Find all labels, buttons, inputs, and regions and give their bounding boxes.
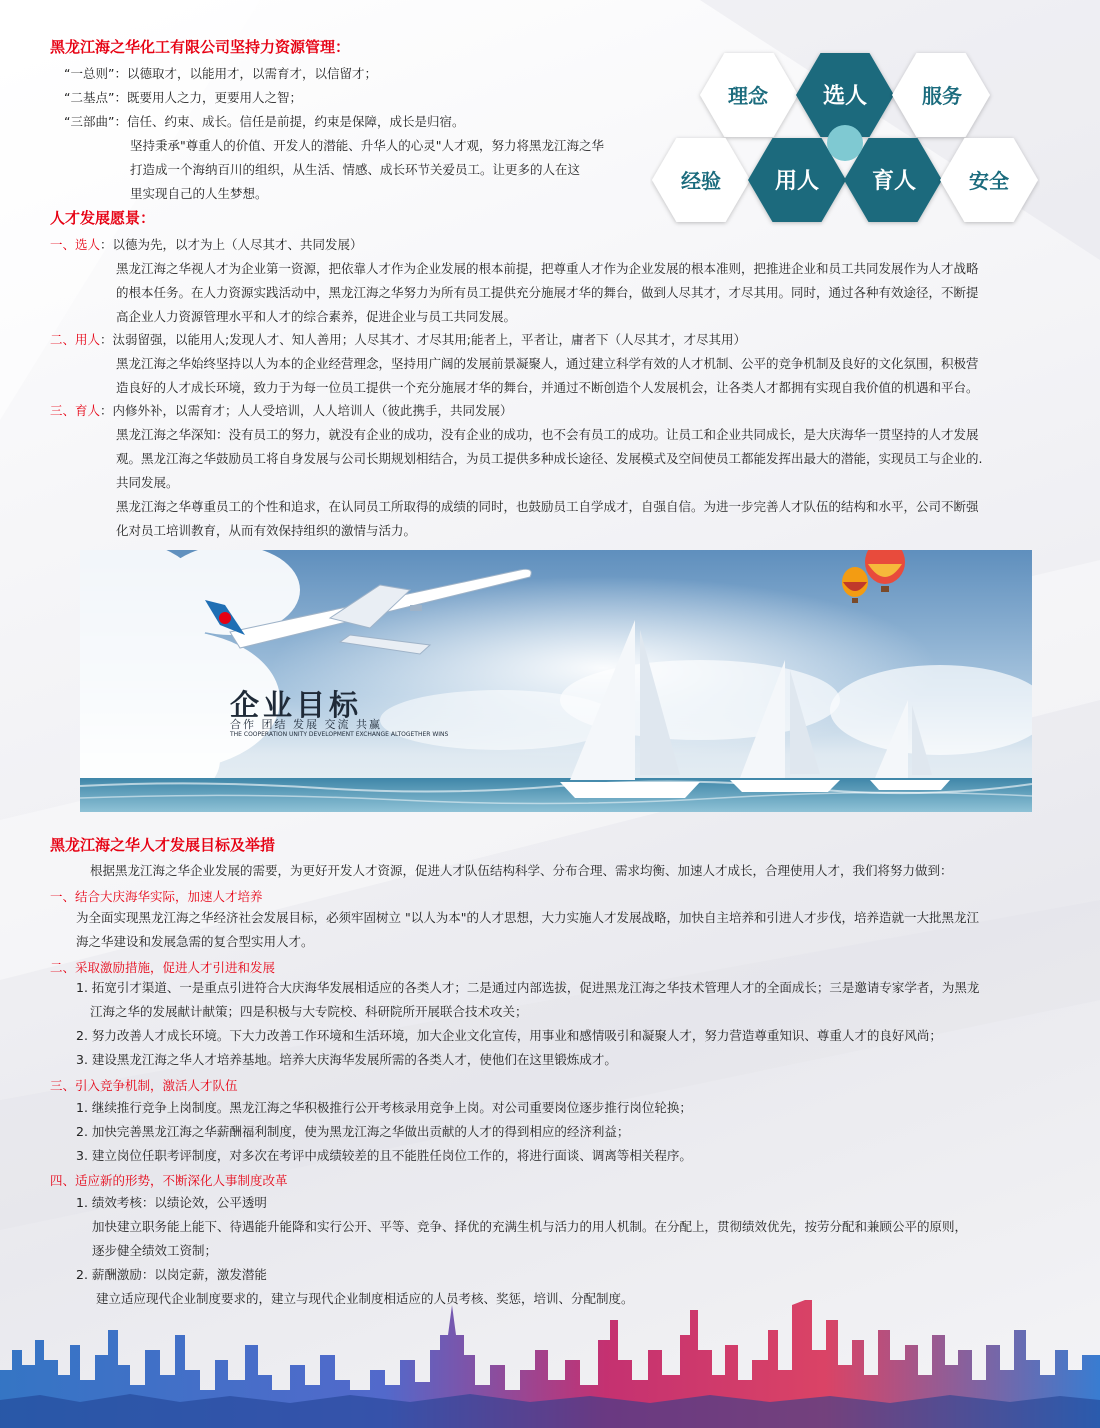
hex-label-safety: 安全 <box>969 169 1009 193</box>
header-title: 黑龙江海之华化工有限公司坚持力资源管理： <box>50 38 351 56</box>
goals-s4-item-head: 1. 绩效考核：以绩论效，公平透明 <box>76 1195 267 1210</box>
hex-bottom-left <box>652 138 750 222</box>
banner-title: 企业目标 <box>230 688 363 722</box>
banner-image <box>80 550 1032 812</box>
vision-para-line: 高企业人力资源管理水平和人才的综合素养，促进企业与员工共同发展。 <box>116 309 517 324</box>
vision-para-line: 黑龙江海之华视人才为企业第一资源，把依靠人才作为企业发展的根本前提，把尊重人才作为企业发展的根本准则，把推进企业和员工共同发展作为人才战略 <box>116 261 979 276</box>
principle-text-1: ：以德取才，以能用才，以需育才，以信留才； <box>114 66 377 81</box>
vision-para-line: 黑龙江海之华深知：没有员工的努力，就没有企业的成功，没有企业的成功，也不会有员工的成功。让员工和企业共同成长，是大庆海华一贯坚持的人才发展 <box>116 427 979 442</box>
vision-para-line: 黑龙江海之华尊重员工的个性和追求，在认同员工所取得的成绩的同时，也鼓励员工自学成才，自强自信。为进一步完善人才队伍的结构和水平，公司不断强 <box>116 499 979 514</box>
hex-top-right <box>892 53 990 137</box>
goals-section-4-title: 四、适应新的形势，不断深化人事制度改革 <box>50 1173 288 1188</box>
hex-label-cultivate: 育人 <box>871 169 917 194</box>
vision-item-employ-head <box>50 328 746 352</box>
hex-top-left <box>700 53 798 137</box>
goals-s4-item-head: 2. 薪酬激励：以岗定薪，激发潜能 <box>76 1267 267 1282</box>
hex-label-select: 选人 <box>822 84 868 109</box>
vision-title: 人才发展愿景： <box>50 209 156 227</box>
hex-label-employ: 用人 <box>774 169 820 194</box>
goals-section-2-title: 二、采取激励措施，促进人才引进和发展 <box>50 960 276 975</box>
principle-line-3 <box>64 110 464 134</box>
city-skyline <box>0 1290 1100 1428</box>
hex-label-concept: 理念 <box>728 84 768 108</box>
hex-center-dot <box>827 125 863 161</box>
vision-para-line: 造良好的人才成长环境，致力于为每一位员工提供一个充分施展才华的舞台，并通过不断创造个人发展机会，让各类人才都拥有实现自我价值的机遇和平台。 <box>116 380 979 395</box>
goals-s3-item: 1. 继续推行竞争上岗制度。黑龙江海之华积极推行公开考核录用竞争上岗。对公司重要岗位逐步推行岗位轮换； <box>76 1100 692 1115</box>
vision-para-line: 化对员工培训教育，从而有效保持组织的激情与活力。 <box>116 523 417 538</box>
goals-section-1-title: 一、结合大庆海华实际，加速人才培养 <box>50 889 263 904</box>
vision-item-head: ：内修外补，以需育才；人人受培训，人人培训人（彼此携手，共同发展） <box>100 403 513 418</box>
goals-s4-line: 加快建立职务能上能下、待遇能升能降和实行公开、平等、竞争、择优的充满生机与活力的用人机制。在分配上，贯彻绩效优先，按劳分配和兼顾公平的原则， <box>92 1219 968 1234</box>
principle-text-3: ：信任、约束、成长。信任是前提，约束是保障，成长是归宿。 <box>114 114 465 129</box>
header-paragraph-line: 打造成一个海纳百川的组织，从生活、情感、成长环节关爱员工。让更多的人在这 <box>130 162 581 177</box>
goals-s1-line: 为全面实现黑龙江海之华经济社会发展目标，必须牢固树立 "以人为本"的人才思想，大力实施人才发展战略，加快自主培养和引进人才步伐，培养造就一大批黑龙江 <box>76 910 979 925</box>
vision-item-label: 一、选人 <box>50 237 101 252</box>
goals-s4-line: 逐步健全绩效工资制； <box>92 1243 218 1258</box>
goals-section-3-title: 三、引入竞争机制，激活人才队伍 <box>50 1078 238 1093</box>
vision-item-cultivate-head <box>50 399 513 423</box>
principle-text-2: ：既要用人之力，更要用人之智； <box>114 90 302 105</box>
hex-bottom-right <box>940 138 1038 222</box>
principle-label-1: “一总则” <box>64 66 115 81</box>
hex-label-service: 服务 <box>922 84 962 108</box>
goals-intro: 根据黑龙江海之华企业发展的需要，为更好开发人才资源，促进人才队伍结构科学、分布合理、需求均衡、加速人才成长，合理使用人才，我们将努力做到： <box>90 863 953 878</box>
goals-s2-item: 江海之华的发展献计献策；四是积极与大专院校、科研院所开展联合技术攻关； <box>90 1004 528 1019</box>
goals-s2-item: 1. 拓宽引才渠道、一是重点引进符合大庆海华发展相适应的各类人才；二是通过内部选拔，促进黑龙江海之华技术管理人才的全面成长；三是邀请专家学者，为黑龙 <box>76 980 980 995</box>
principle-line-1 <box>64 62 377 86</box>
goals-s2-item: 3. 建设黑龙江海之华人才培养基地。培养大庆海华发展所需的各类人才，使他们在这里锻炼成才。 <box>76 1052 617 1067</box>
goals-s1-line: 海之华建设和发展急需的复合型实用人才。 <box>76 934 314 949</box>
banner-subtitle: 合作 团结 发展 交流 共赢 <box>230 718 382 731</box>
vision-item-select-head <box>50 233 363 257</box>
goals-s3-item: 2. 加快完善黑龙江海之华薪酬福利制度，使为黑龙江海之华做出贡献的人才的得到相应的经济利益； <box>76 1124 630 1139</box>
vision-item-label: 二、用人 <box>50 332 101 347</box>
principle-label-2: “二基点” <box>64 90 115 105</box>
header-paragraph-line: 里实现自己的人生梦想。 <box>130 186 268 201</box>
hex-top-center <box>796 53 894 137</box>
banner-english: THE COOPERATION UNITY DEVELOPMENT EXCHANGE ALTOGETHER WINS <box>230 731 449 738</box>
vision-para-line: 观。黑龙江海之华鼓励员工将自身发展与公司长期规划相结合，为员工提供多种成长途径、发展模式及空间使员工都能发挥出最大的潜能，实现员工与企业的. <box>116 451 983 466</box>
goals-s3-item: 3. 建立岗位任职考评制度，对多次在考评中成绩较差的且不能胜任岗位工作的，将进行面谈、调离等相关程序。 <box>76 1148 692 1163</box>
vision-para-line: 共同发展。 <box>116 475 179 490</box>
goals-title: 黑龙江海之华人才发展目标及举措 <box>50 836 276 854</box>
banner-illustration <box>80 550 1032 812</box>
principle-line-2 <box>64 86 302 110</box>
vision-item-label: 三、育人 <box>50 403 101 418</box>
header-paragraph-line: 坚持秉承"尊重人的价值、开发人的潜能、升华人的心灵"人才观，努力将黑龙江海之华 <box>130 138 605 153</box>
vision-item-head: ：以德为先，以才为上（人尽其才、共同发展） <box>100 237 363 252</box>
vision-item-head: ：汰弱留强，以能用人;发现人才、知人善用；人尽其才、才尽其用;能者上，平者让，庸者下（人尽其才，才尽其用） <box>100 332 746 347</box>
vision-para-line: 黑龙江海之华始终坚持以人为本的企业经营理念，坚持用广阔的发展前景凝聚人，通过建立科学有效的人才机制、公平的竞争机制及良好的文化氛围，积极营 <box>116 356 979 371</box>
vision-para-line: 的根本任务。在人力资源实践活动中，黑龙江海之华努力为所有员工提供充分施展才华的舞台，做到人尽其才，才尽其用。同时，通过各种有效途径，不断提 <box>116 285 979 300</box>
goals-s2-item: 2. 努力改善人才成长环境。下大力改善工作环境和生活环境，加大企业文化宣传，用事业和感情吸引和凝聚人才，努力营造尊重知识、尊重人才的良好风尚； <box>76 1028 942 1043</box>
hex-label-experience: 经验 <box>681 169 721 193</box>
goals-s4-line: 建立适应现代企业制度要求的，建立与现代企业制度相适应的人员考核、奖惩，培训、分配制度。 <box>96 1291 634 1306</box>
principle-label-3: “三部曲” <box>64 114 115 129</box>
hexagon-cluster <box>650 40 1040 240</box>
